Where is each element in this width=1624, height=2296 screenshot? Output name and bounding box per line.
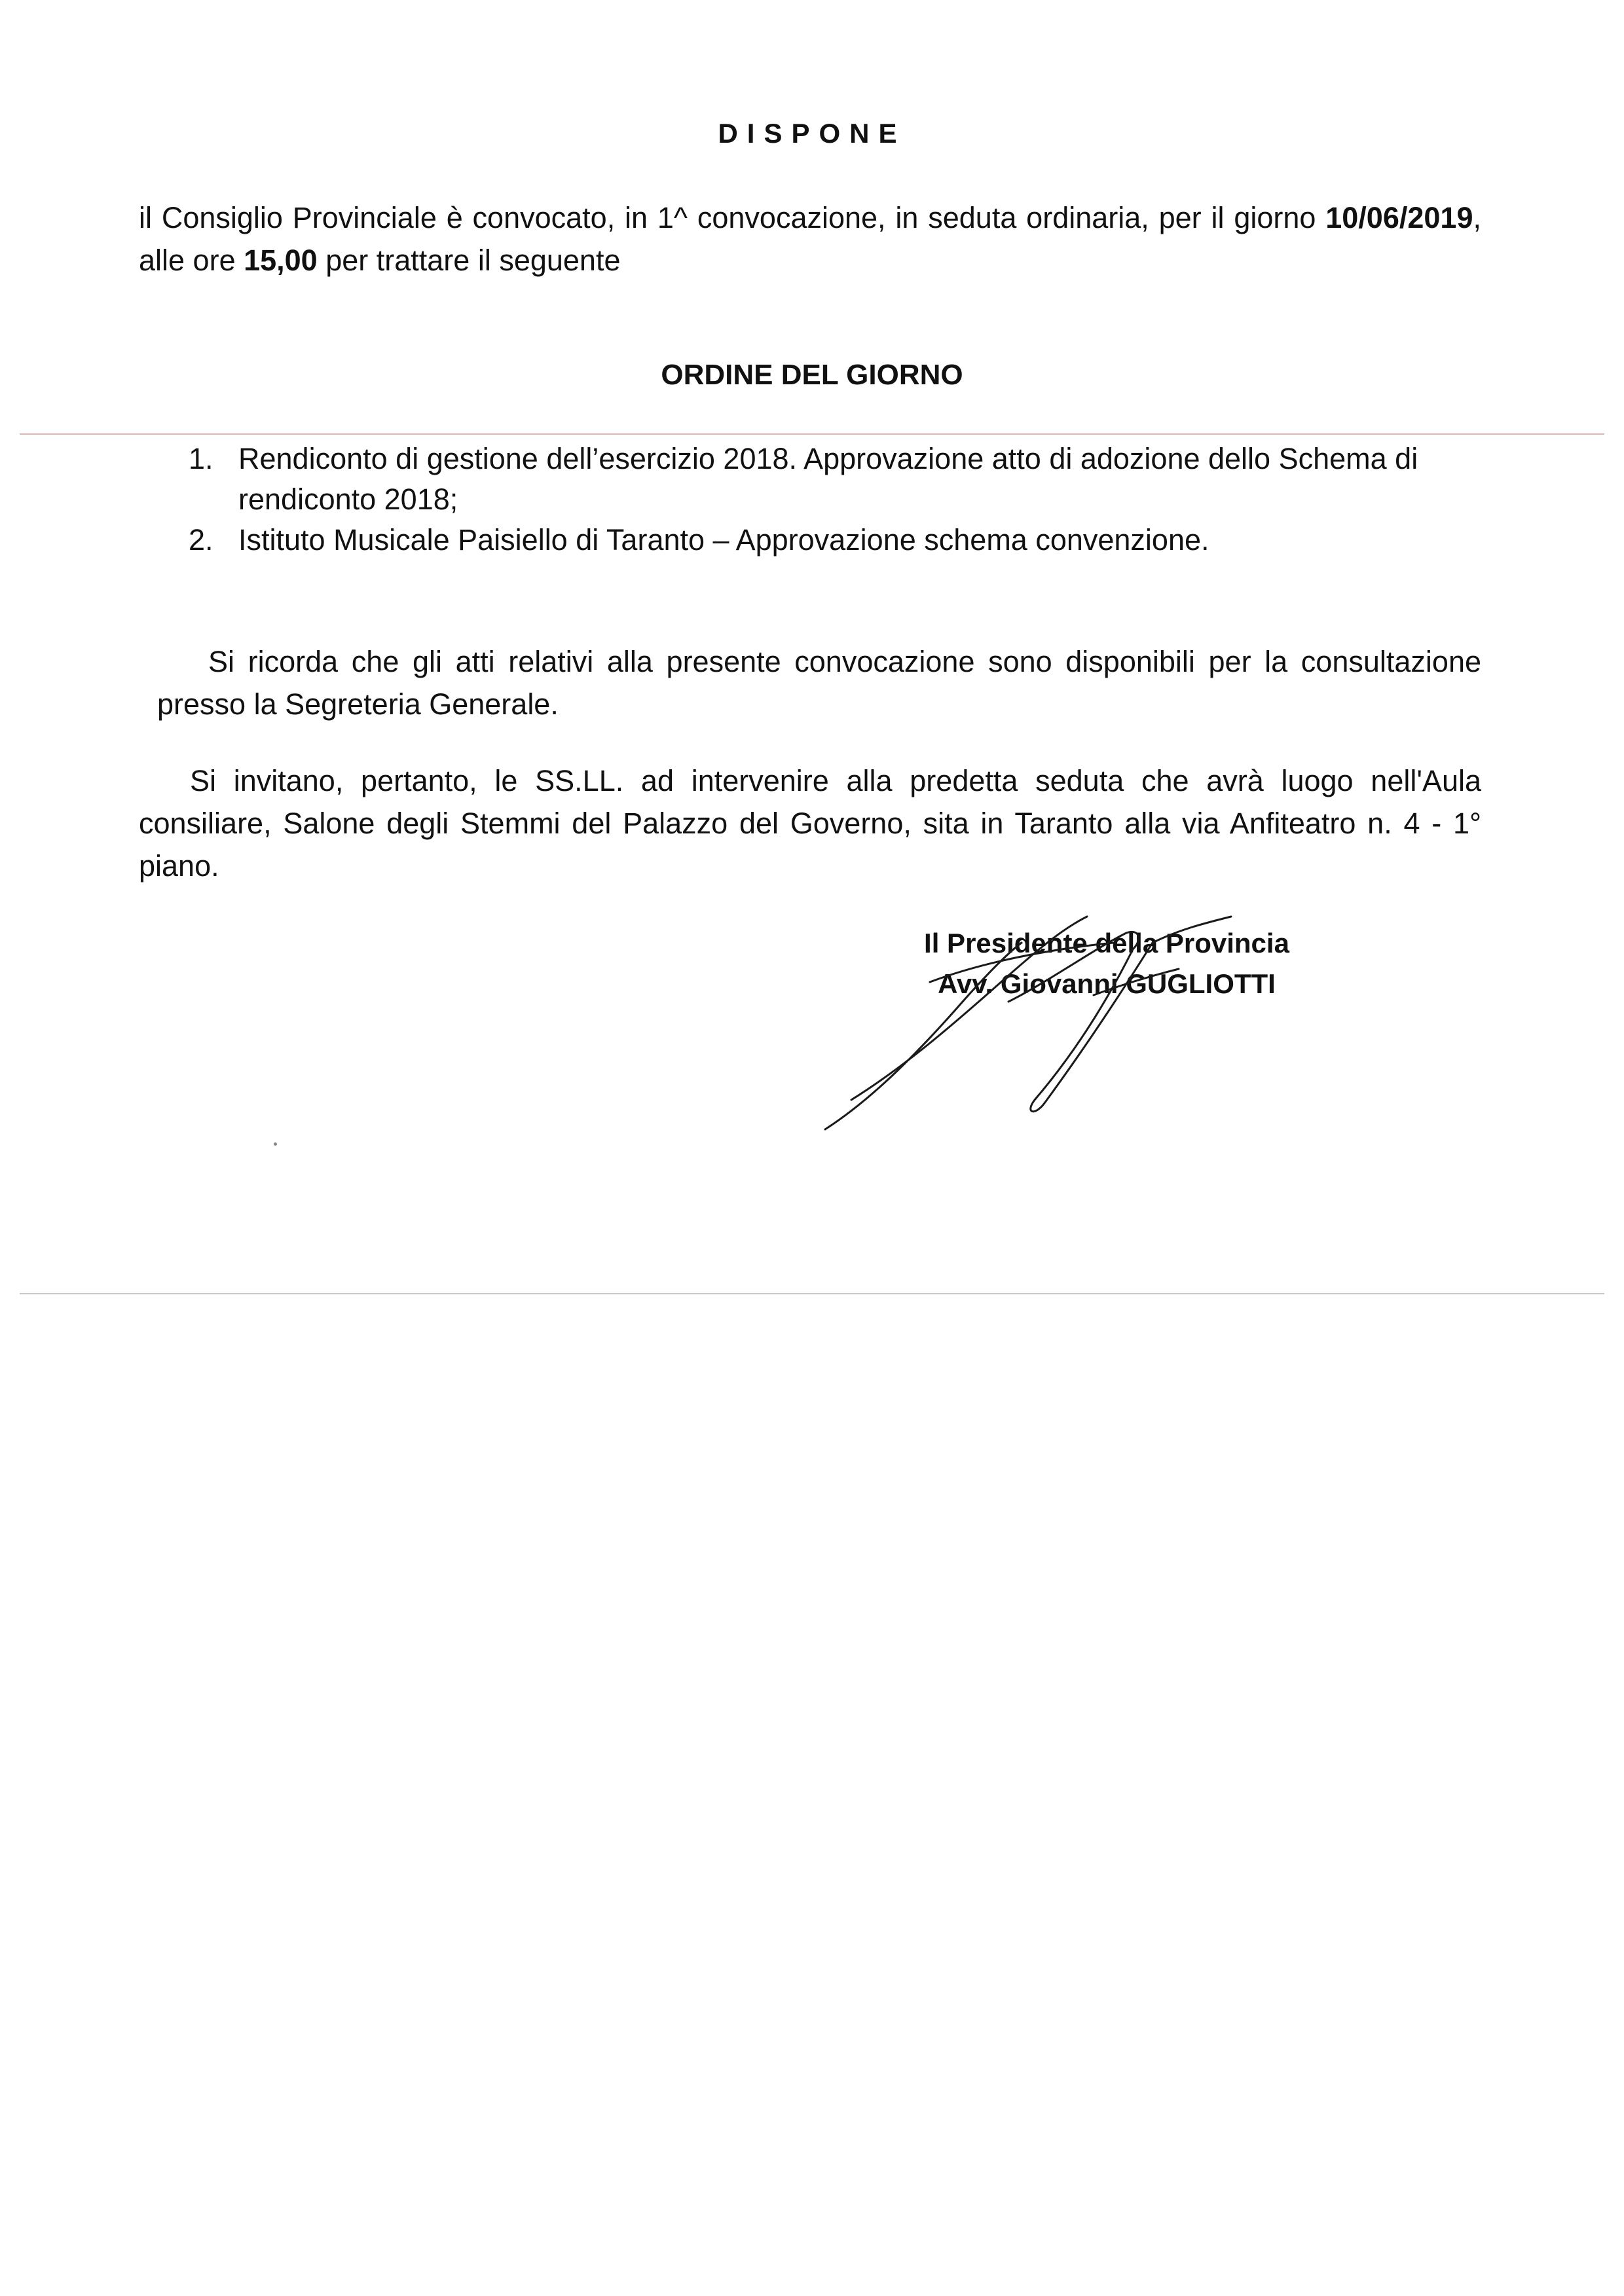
signer-name: Avv. Giovanni GUGLIOTTI — [938, 968, 1276, 999]
agenda-item-text: Istituto Musicale Paisiello di Taranto – Approvazione schema convenzione. — [238, 523, 1209, 556]
agenda-item — [183, 439, 1493, 520]
intro-paragraph — [139, 196, 1481, 282]
divider-line-top — [20, 433, 1604, 435]
agenda-list — [183, 439, 1493, 560]
intro-text: il Consiglio Provinciale è convocato, in 1^ convocazione, in seduta ordinaria, per il giorno — [139, 201, 1326, 234]
meeting-time: 15,00 — [244, 244, 318, 277]
documents-note: Si ricorda che gli atti relativi alla presente convocazione sono disponibili per la consultazione presso la Segreteria Generale. — [157, 645, 1481, 721]
heading-dispone: DISPONE — [718, 118, 906, 149]
scan-speck — [274, 1142, 277, 1146]
agenda-item-number: 2. — [189, 523, 213, 556]
invitation-paragraph: Si invitano, pertanto, le SS.LL. ad intervenire alla predetta seduta che avrà luogo nell'Aula consiliare, Salone degli Stemmi del Palazzo del Governo, sita in Taranto alla via Anfiteatro n. 4 - 1° piano. — [139, 764, 1481, 883]
meeting-date: 10/06/2019 — [1325, 201, 1473, 234]
divider-line-bottom — [20, 1293, 1604, 1294]
agenda-item-number: 1. — [189, 442, 213, 475]
handwritten-signature — [812, 903, 1283, 1139]
intro-connector: , alle ore — [139, 201, 1481, 277]
intro-tail: per trattare il seguente — [317, 244, 621, 277]
agenda-item — [183, 520, 1493, 560]
agenda-item-text: Rendiconto di gestione dell’esercizio 2018. Approvazione atto di adozione dello Schema di rendiconto 2018; — [238, 442, 1418, 516]
agenda-title: ORDINE DEL GIORNO — [661, 359, 963, 391]
signer-role: Il Presidente della Provincia — [924, 928, 1289, 958]
